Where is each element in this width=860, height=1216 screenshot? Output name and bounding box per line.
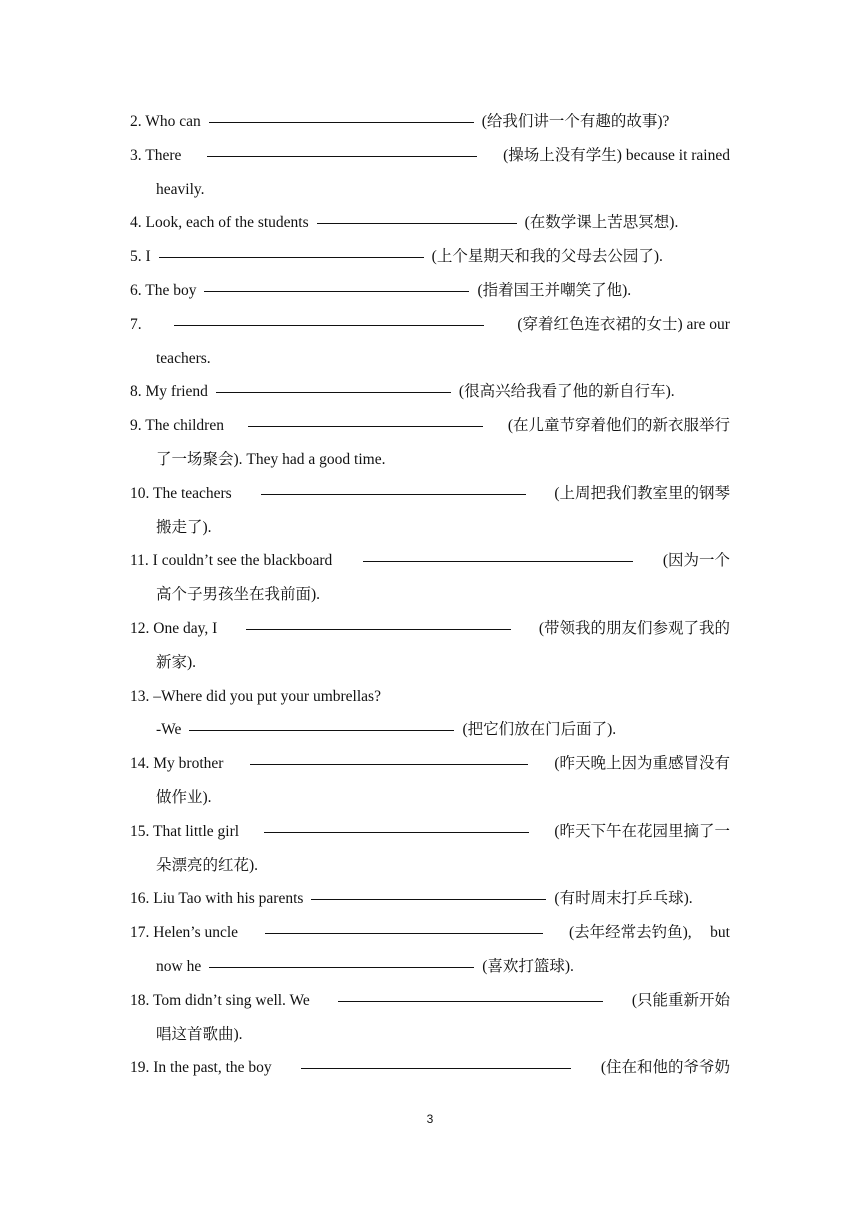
exercise-15-cont-text: 朵漂亮的红花). xyxy=(156,856,259,874)
exercise-15-hint: (昨天下午在花园里摘了一 xyxy=(554,822,730,840)
exercise-17-second-hint: (喜欢打篮球). xyxy=(482,957,574,975)
exercise-9-continuation xyxy=(130,443,730,477)
exercise-18 xyxy=(130,984,730,1018)
exercise-11-blank[interactable] xyxy=(363,560,633,562)
exercise-10-hint: (上周把我们教室里的钢琴 xyxy=(554,484,730,502)
exercise-11-prompt: 11. I couldn’t see the blackboard xyxy=(130,552,333,570)
exercise-10 xyxy=(130,477,730,511)
exercise-17-tail: but xyxy=(710,924,730,942)
exercise-12-hint: (带领我的朋友们参观了我的 xyxy=(538,619,730,637)
exercise-17-hint: (去年经常去钓鱼), xyxy=(568,924,692,942)
exercise-14-cont-text: 做作业). xyxy=(156,788,212,806)
exercise-6 xyxy=(130,274,730,308)
exercise-3-blank[interactable] xyxy=(207,155,477,157)
exercise-5 xyxy=(130,240,730,274)
exercise-10-prompt: 10. The teachers xyxy=(130,484,232,502)
exercise-13-blank[interactable] xyxy=(189,729,454,731)
exercise-3-cont-text: heavily. xyxy=(156,180,205,198)
exercise-16-prompt: 16. Liu Tao with his parents xyxy=(130,890,304,908)
exercise-15-blank[interactable] xyxy=(264,831,529,833)
exercise-18-cont-text: 唱这首歌曲). xyxy=(156,1025,243,1043)
exercise-14-blank[interactable] xyxy=(250,763,528,765)
exercise-9-prompt: 9. The children xyxy=(130,417,224,435)
exercise-5-prompt: 5. I xyxy=(130,248,151,266)
exercise-7 xyxy=(130,308,730,342)
exercise-13-prompt: 13. –Where did you put your umbrellas? xyxy=(130,687,381,705)
exercise-2-blank[interactable] xyxy=(209,121,474,123)
exercise-18-hint: (只能重新开始 xyxy=(631,991,730,1009)
exercise-18-prompt: 18. Tom didn’t sing well. We xyxy=(130,991,310,1009)
exercise-9 xyxy=(130,409,730,443)
exercise-3 xyxy=(130,139,730,173)
exercise-4 xyxy=(130,206,730,240)
page-number: 3 xyxy=(426,1112,434,1126)
exercise-3-prompt: 3. There xyxy=(130,146,182,164)
exercise-7-prompt: 7. xyxy=(130,315,142,333)
exercise-15 xyxy=(130,815,730,849)
exercise-16-hint: (有时周末打乒乓球). xyxy=(554,890,693,908)
exercise-14-hint: (昨天晚上因为重感冒没有 xyxy=(554,755,730,773)
exercise-19-prompt: 19. In the past, the boy xyxy=(130,1059,272,1077)
exercise-8-hint: (很高兴给我看了他的新自行车). xyxy=(458,383,675,401)
exercise-list xyxy=(130,105,730,1085)
exercise-9-blank[interactable] xyxy=(248,425,483,427)
exercise-5-hint: (上个星期天和我的父母去公园了). xyxy=(431,248,663,266)
exercise-12-prompt: 12. One day, I xyxy=(130,619,218,637)
exercise-18-blank[interactable] xyxy=(338,1000,603,1002)
exercise-16-blank[interactable] xyxy=(311,898,546,900)
exercise-3-hint: (操场上没有学生) because it rained xyxy=(503,146,730,164)
exercise-2-prompt: 2. Who can xyxy=(130,113,201,130)
exercise-13 xyxy=(130,680,730,714)
exercise-2-hint: (给我们讲一个有趣的故事)? xyxy=(481,113,670,130)
exercise-19-blank[interactable] xyxy=(301,1067,571,1069)
exercise-12-blank[interactable] xyxy=(246,628,511,630)
exercise-13-answer-prompt: -We xyxy=(156,721,182,739)
exercise-18-continuation xyxy=(130,1018,730,1052)
exercise-12 xyxy=(130,612,730,646)
exercise-6-blank[interactable] xyxy=(204,290,469,292)
exercise-5-blank[interactable] xyxy=(159,256,424,258)
exercise-6-prompt: 6. The boy xyxy=(130,281,197,299)
exercise-2 xyxy=(130,105,730,139)
exercise-9-hint: (在儿童节穿着他们的新衣服举行 xyxy=(507,417,730,435)
exercise-15-continuation xyxy=(130,849,730,883)
exercise-12-continuation xyxy=(130,646,730,680)
exercise-10-cont-text: 搬走了). xyxy=(156,518,212,536)
exercise-7-continuation xyxy=(130,342,730,376)
exercise-11-continuation xyxy=(130,578,730,612)
exercise-17-second-line xyxy=(130,950,730,984)
exercise-17 xyxy=(130,916,730,950)
exercise-11-hint: (因为一个 xyxy=(662,552,730,570)
exercise-14-prompt: 14. My brother xyxy=(130,755,224,773)
exercise-13-hint: (把它们放在门后面了). xyxy=(462,721,617,739)
exercise-9-cont-text: 了一场聚会). They had a good time. xyxy=(156,450,386,468)
exercise-10-continuation xyxy=(130,511,730,545)
exercise-8-prompt: 8. My friend xyxy=(130,383,208,401)
exercise-16 xyxy=(130,882,730,916)
exercise-7-hint: (穿着红色连衣裙的女士) are our xyxy=(517,315,730,333)
exercise-12-cont-text: 新家). xyxy=(156,653,197,671)
exercise-3-continuation xyxy=(130,173,730,207)
exercise-7-cont-text: teachers. xyxy=(156,349,211,367)
exercise-7-blank[interactable] xyxy=(174,324,484,326)
exercise-19 xyxy=(130,1051,730,1085)
exercise-4-hint: (在数学课上苦思冥想). xyxy=(524,214,679,232)
exercise-8 xyxy=(130,375,730,409)
exercise-11-cont-text: 高个子男孩坐在我前面). xyxy=(156,586,321,604)
exercise-14 xyxy=(130,747,730,781)
exercise-15-prompt: 15. That little girl xyxy=(130,822,240,840)
exercise-17-blank[interactable] xyxy=(265,932,543,934)
exercise-17-second-prompt: now he xyxy=(156,957,202,975)
exercise-17-prompt: 17. Helen’s uncle xyxy=(130,924,239,942)
exercise-11 xyxy=(130,544,730,578)
exercise-6-hint: (指着国王并嘲笑了他). xyxy=(477,281,632,299)
exercise-13-answer-line xyxy=(130,713,730,747)
exercise-14-continuation xyxy=(130,781,730,815)
exercise-17-second-blank[interactable] xyxy=(209,966,474,968)
exercise-10-blank[interactable] xyxy=(261,493,526,495)
exercise-4-blank[interactable] xyxy=(317,222,517,224)
exercise-19-hint: (住在和他的爷爷奶 xyxy=(600,1059,730,1077)
exercise-8-blank[interactable] xyxy=(216,391,451,393)
exercise-4-prompt: 4. Look, each of the students xyxy=(130,214,309,232)
